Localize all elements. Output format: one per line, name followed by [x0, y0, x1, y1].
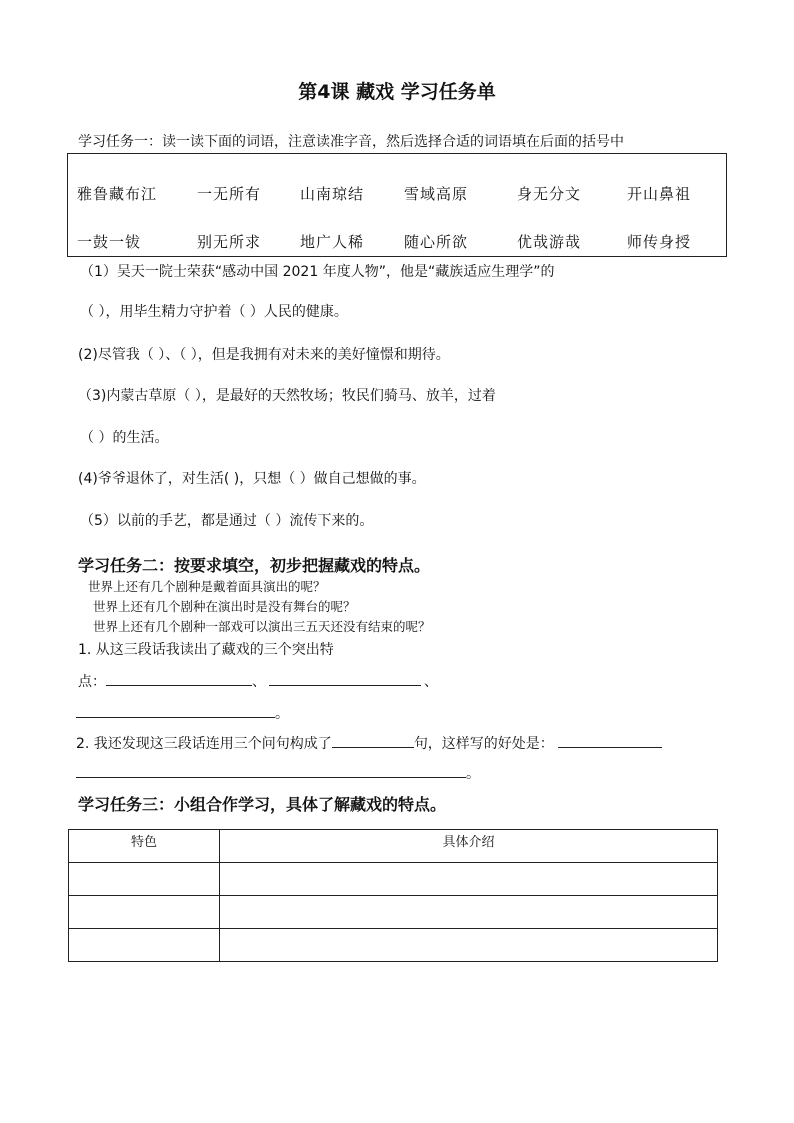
answer-blank[interactable] — [106, 671, 252, 686]
header-feature: 特色 — [69, 830, 220, 863]
word-item: 一无所有 — [197, 185, 262, 203]
task2-question-2-line-2 — [76, 763, 480, 783]
quote-2: 世界上还有几个剧种在演出时是没有舞台的呢？ — [93, 599, 356, 614]
word-item: 身无分文 — [517, 185, 582, 203]
separator: 、 — [252, 674, 266, 690]
word-item: 雅鲁藏布江 — [77, 185, 158, 203]
question-text: 2. 我还发现这三段话连用三个问句构成了 — [76, 736, 332, 752]
table-header-row — [69, 830, 718, 863]
answer-blank[interactable] — [269, 671, 421, 686]
word-item: 一鼓一钹 — [77, 233, 142, 251]
table-cell[interactable] — [69, 896, 220, 929]
table-cell[interactable] — [69, 929, 220, 962]
question-5: （5）以前的手艺，都是通过（ ）流传下来的。 — [80, 513, 374, 529]
answer-blank[interactable] — [76, 703, 275, 718]
features-table — [68, 829, 718, 962]
task2-question-1-line-3 — [76, 703, 289, 723]
period: 。 — [466, 766, 480, 782]
quote-3: 世界上还有几个剧种一部戏可以演出三五天还没有结束的呢？ — [93, 619, 431, 634]
word-bank-box — [67, 153, 727, 257]
separator: 、 — [424, 674, 438, 690]
word-item: 山南琼结 — [300, 185, 365, 203]
question-text: 句，这样写的好处是： — [413, 736, 554, 752]
table-row — [69, 929, 718, 962]
word-item: 优哉游哉 — [517, 233, 582, 251]
question-3-line-1: （3)内蒙古草原（ ），是最好的天然牧场；牧民们骑马、放羊，过着 — [78, 388, 496, 404]
word-item: 别无所求 — [197, 233, 262, 251]
table-cell[interactable] — [69, 863, 220, 896]
answer-prefix: 点： — [78, 674, 106, 690]
header-description: 具体介绍 — [220, 830, 718, 863]
question-1-line-1: （1）吴天一院士荣获“感动中国 2021 年度人物”，他是“藏族适应生理学”的 — [80, 264, 555, 280]
task2-question-1-line-2 — [78, 671, 438, 691]
answer-blank[interactable] — [558, 733, 662, 748]
question-3-line-2: （ ）的生活。 — [80, 430, 169, 446]
page-title: 第4课 藏戏 学习任务单 — [298, 81, 496, 103]
word-item: 地广人稀 — [300, 233, 365, 251]
task2-question-1-line-1: 1. 从这三段话我读出了藏戏的三个突出特 — [78, 642, 334, 658]
answer-blank[interactable] — [76, 763, 466, 778]
question-1-line-2: （ ），用毕生精力守护着（ ）人民的健康。 — [80, 304, 348, 320]
table-row — [69, 863, 718, 896]
word-item: 开山鼻祖 — [627, 185, 692, 203]
answer-blank[interactable] — [332, 733, 414, 748]
task2-question-2-line-1 — [76, 733, 662, 753]
table-cell[interactable] — [220, 929, 718, 962]
task1-heading: 学习任务一：读一读下面的词语，注意读准字音，然后选择合适的词语填在后面的括号中 — [78, 134, 624, 150]
question-2: (2)尽管我（ ）、（ ），但是我拥有对未来的美好憧憬和期待。 — [78, 347, 450, 363]
table-cell[interactable] — [220, 863, 718, 896]
question-4: (4)爷爷退休了，对生活( )，只想（ ）做自己想做的事。 — [78, 471, 426, 487]
table-row — [69, 896, 718, 929]
task3-heading: 学习任务三：小组合作学习，具体了解藏戏的特点。 — [78, 795, 447, 814]
task2-heading: 学习任务二：按要求填空，初步把握藏戏的特点。 — [78, 556, 431, 575]
quote-1: 世界上还有几个剧种是戴着面具演出的呢？ — [88, 579, 326, 594]
period: 。 — [275, 706, 289, 722]
word-item: 随心所欲 — [404, 233, 469, 251]
word-item: 师传身授 — [627, 233, 692, 251]
word-item: 雪域高原 — [404, 185, 469, 203]
table-cell[interactable] — [220, 896, 718, 929]
